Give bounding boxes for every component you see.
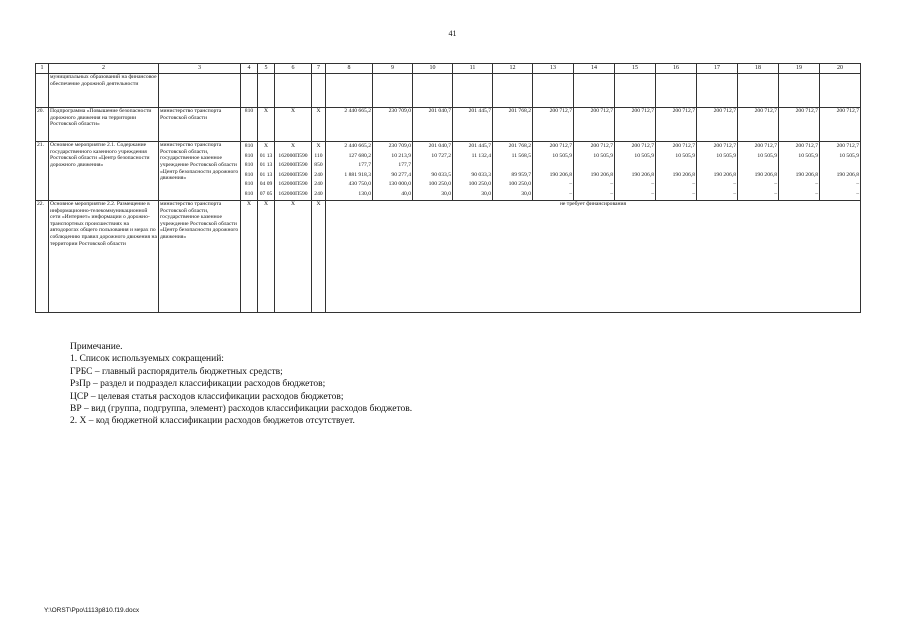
cell-name: Основное мероприятие 2.1. Содержание государственного казенного учреждения Ростовской области «Центр безопасности дорожного движения» [49, 141, 159, 200]
cell-value: 200 712,7 [615, 107, 656, 141]
cell-vr: X [312, 107, 326, 141]
cell-line [821, 161, 859, 171]
cell-line: 11 568,5 [511, 152, 531, 159]
header-cell: 13 [533, 64, 574, 74]
table-row [36, 141, 861, 200]
cell-line: 130,0 [358, 190, 371, 197]
cell-line: – [651, 190, 654, 197]
cell-line: 230 709,0 [388, 143, 411, 150]
cell-line: 190 206,8 [836, 171, 859, 178]
cell-value [574, 141, 615, 200]
cell-line: 810 [244, 143, 254, 150]
cell-line: 30,0 [481, 190, 491, 197]
cell-line: 01 13 [259, 152, 273, 159]
cell-line: X [316, 143, 321, 150]
cell-rzpr: X [258, 200, 275, 312]
note-line: РзПр – раздел и подраздел классификации расходов бюджетов; [70, 379, 326, 390]
cell-line: 10 505,9 [552, 152, 572, 159]
cell-line: 240 [314, 190, 323, 197]
cell-vr: X [312, 200, 326, 312]
cell-line: 90 033,3 [471, 171, 491, 178]
cell-line: 430 750,0 [348, 181, 371, 188]
cell-csr: X [275, 107, 312, 141]
cell-line: 90 277,4 [391, 171, 411, 178]
notes-title: Примечание. [70, 342, 123, 352]
header-cell: 20 [820, 64, 861, 74]
cell-value [493, 141, 533, 200]
cell-value [533, 73, 574, 107]
page-number: 41 [448, 29, 457, 38]
cell-line: 190 206,8 [631, 171, 654, 178]
cell-line: – [774, 181, 777, 188]
note-line: 2. Х – код бюджетной классификации расходов бюджетов отсутствует. [70, 416, 355, 427]
cell-line: 200 712,7 [713, 143, 736, 150]
cell-line: 201 445,7 [468, 143, 491, 150]
cell-value [615, 141, 656, 200]
cell-line: – [856, 181, 859, 188]
cell-value: 2 440 665,2 [326, 107, 373, 141]
cell-line: – [651, 181, 654, 188]
cell-exec: министерство транспорта Ростовской области, государственное казенное учреждение Ростовской области «Центр безопасности дорожного движения» [159, 141, 241, 200]
cell-line: 240 [314, 181, 323, 188]
cell-line: – [569, 190, 572, 197]
cell-no-funding-note: не требует финансирования [326, 200, 861, 312]
cell-rzpr: X [258, 107, 275, 141]
cell-line: – [733, 190, 736, 197]
cell-name: Подпрограмма «Повышение безопасности дорожного движения на территории Ростовской области» [49, 107, 159, 141]
cell-line: 100 250,0 [468, 181, 491, 188]
cell-line: 11 132,4 [471, 152, 491, 159]
header-cell: 17 [697, 64, 738, 74]
cell-code [241, 73, 258, 107]
cell-value [574, 73, 615, 107]
cell-line: 10 505,9 [839, 152, 859, 159]
cell-line: 200 712,7 [795, 143, 818, 150]
table-row [36, 200, 861, 312]
cell-name: Основное мероприятие 2.2. Размещение в информационно-телекоммуникационной сети «Интернет» информации о дорожно-транспортных происшествиях на автодорогах общего пользования и мерах по соблюдению правил дорожного движения на территории Ростовской области [49, 200, 159, 312]
cell-line: 177,7 [398, 162, 411, 169]
cell-line: 190 206,8 [795, 171, 818, 178]
note-line: ЦСР – целевая статья расходов классификации расходов бюджетов; [70, 391, 344, 402]
cell-line: – [856, 190, 859, 197]
cell-line: 200 712,7 [590, 143, 613, 150]
cell-code [275, 73, 312, 107]
cell-num [36, 73, 49, 107]
cell-line: – [815, 190, 818, 197]
cell-value [779, 141, 820, 200]
cell-value: 200 712,7 [533, 107, 574, 141]
cell-line: 201 040,7 [428, 143, 451, 150]
cell-value [373, 141, 413, 200]
header-cell: 11 [453, 64, 493, 74]
header-cell: 1 [36, 64, 49, 74]
cell-line: 162000П590 [278, 162, 308, 169]
cell-value [413, 141, 453, 200]
cell-line: 10 505,9 [798, 152, 818, 159]
cell-line: 810 [244, 190, 254, 197]
header-cell: 15 [615, 64, 656, 74]
cell-line: 162000П590 [278, 181, 308, 188]
cell-line: 190 206,8 [713, 171, 736, 178]
cell-line: 2 440 665,2 [344, 143, 371, 150]
cell-line [698, 161, 736, 171]
cell-line: 130 000,0 [388, 181, 411, 188]
cell-line: 850 [314, 162, 323, 169]
cell-line: 810 [244, 152, 254, 159]
file-path-footer: Y:\ORST\Ppo\1113p810.f19.docx [44, 607, 140, 614]
cell-value: 200 712,7 [738, 107, 779, 141]
cell-line: – [610, 181, 613, 188]
cell-exec [159, 73, 241, 107]
header-row [36, 64, 861, 74]
cell-line [616, 161, 654, 171]
header-cell: 4 [241, 64, 258, 74]
cell-line: 810 [244, 181, 254, 188]
budget-table [35, 63, 861, 313]
cell-value [373, 73, 413, 107]
table-row [36, 107, 861, 141]
cell-exec: министерство транспорта Ростовской области, государственное казенное учреждение Ростовской области «Центр безопасности дорожного движения» [159, 200, 241, 312]
cell-num: 20. [36, 107, 49, 141]
cell-value [820, 141, 861, 200]
cell-grbs: X [241, 200, 258, 312]
cell-value: 200 712,7 [656, 107, 697, 141]
cell-line: 40,0 [401, 190, 411, 197]
cell-vr [312, 141, 326, 200]
cell-line: 110 [314, 152, 323, 159]
cell-value: 201 768,2 [493, 107, 533, 141]
cell-line: 30,0 [521, 190, 531, 197]
cell-line: 1 881 918,3 [344, 171, 371, 178]
header-cell: 3 [159, 64, 241, 74]
cell-value [738, 141, 779, 200]
cell-value [697, 141, 738, 200]
cell-line: 100 250,0 [508, 181, 531, 188]
header-cell: 7 [312, 64, 326, 74]
cell-line: 200 712,7 [549, 143, 572, 150]
cell-value [697, 73, 738, 107]
cell-line: 04 09 [259, 181, 273, 188]
cell-line: 162000П590 [278, 190, 308, 197]
header-cell: 6 [275, 64, 312, 74]
cell-line: 177,7 [358, 162, 371, 169]
cell-code [258, 73, 275, 107]
cell-line: 200 712,7 [836, 143, 859, 150]
cell-line: 10 727,2 [431, 152, 451, 159]
cell-value [738, 73, 779, 107]
cell-value [326, 141, 373, 200]
cell-num: 21. [36, 141, 49, 200]
cell-value: 200 712,7 [820, 107, 861, 141]
cell-grbs: 810 [241, 107, 258, 141]
table-row [36, 73, 861, 107]
cell-line: 190 206,8 [672, 171, 695, 178]
cell-line: 90 033,5 [431, 171, 451, 178]
cell-value: 201 040,7 [413, 107, 453, 141]
cell-line: 10 505,9 [757, 152, 777, 159]
cell-line: X [290, 143, 296, 150]
note-line: 1. Список используемых сокращений: [70, 354, 224, 365]
cell-line [534, 161, 572, 171]
header-cell: 14 [574, 64, 615, 74]
cell-value [326, 73, 373, 107]
cell-line: 162000П590 [278, 152, 308, 159]
cell-line [780, 161, 818, 171]
cell-line: 07 05 [259, 190, 273, 197]
cell-line: 89 959,7 [511, 171, 531, 178]
cell-line [657, 161, 695, 171]
cell-exec: министерство транспорта Ростовской области [159, 107, 241, 141]
cell-line: – [610, 190, 613, 197]
cell-line: – [733, 181, 736, 188]
cell-csr [275, 141, 312, 200]
cell-line: 127 680,2 [348, 152, 371, 159]
cell-line: 100 250,0 [428, 181, 451, 188]
cell-line: 200 712,7 [672, 143, 695, 150]
header-cell: 2 [49, 64, 159, 74]
cell-value [656, 141, 697, 200]
cell-line: 10 505,9 [593, 152, 613, 159]
cell-value [493, 73, 533, 107]
cell-line: – [815, 181, 818, 188]
header-cell: 12 [493, 64, 533, 74]
cell-value [615, 73, 656, 107]
cell-line: 10 505,9 [634, 152, 654, 159]
cell-value: 200 712,7 [697, 107, 738, 141]
header-cell: 19 [779, 64, 820, 74]
cell-value [413, 73, 453, 107]
cell-line: 10 505,9 [716, 152, 736, 159]
cell-value [820, 73, 861, 107]
cell-value [533, 141, 574, 200]
cell-line: 01 13 [259, 171, 273, 178]
cell-line: 240 [314, 171, 323, 178]
cell-name: муниципальных образований на финансовое обеспечение дорожной деятельности [49, 73, 159, 107]
cell-line [454, 161, 491, 171]
cell-value [779, 73, 820, 107]
cell-line: 201 768,2 [508, 143, 531, 150]
cell-line: 30,0 [441, 190, 451, 197]
cell-line: 200 712,7 [631, 143, 654, 150]
cell-code [312, 73, 326, 107]
cell-rzpr [258, 141, 275, 200]
cell-line: 190 206,8 [549, 171, 572, 178]
cell-line: – [692, 190, 695, 197]
cell-line: 810 [244, 162, 254, 169]
cell-line: X [263, 143, 269, 150]
header-cell: 8 [326, 64, 373, 74]
cell-line: 200 712,7 [754, 143, 777, 150]
notes-block [70, 341, 412, 428]
header-cell: 16 [656, 64, 697, 74]
cell-line [575, 161, 613, 171]
cell-line: 162000П590 [278, 171, 308, 178]
note-line: ВР – вид (группа, подгруппа, элемент) расходов классификации расходов бюджетов. [70, 404, 413, 415]
header-cell: 18 [738, 64, 779, 74]
cell-value: 200 712,7 [779, 107, 820, 141]
note-line: ГРБС – главный распорядитель бюджетных средств; [70, 366, 283, 377]
header-cell: 10 [413, 64, 453, 74]
cell-line [739, 161, 777, 171]
header-cell: 5 [258, 64, 275, 74]
cell-line: – [692, 181, 695, 188]
header-cell: 9 [373, 64, 413, 74]
cell-value [453, 141, 493, 200]
cell-line [414, 161, 451, 171]
cell-value: 201 445,7 [453, 107, 493, 141]
cell-line: 190 206,8 [754, 171, 777, 178]
cell-line: – [569, 181, 572, 188]
cell-line: – [774, 190, 777, 197]
cell-num: 22. [36, 200, 49, 312]
cell-value: 230 709,0 [373, 107, 413, 141]
cell-line: 10 505,9 [675, 152, 695, 159]
cell-line: 10 213,9 [391, 152, 411, 159]
cell-line: 810 [244, 171, 254, 178]
cell-value [656, 73, 697, 107]
cell-csr: X [275, 200, 312, 312]
cell-grbs [241, 141, 258, 200]
cell-value: 200 712,7 [574, 107, 615, 141]
cell-line [494, 161, 531, 171]
cell-line: 190 206,8 [590, 171, 613, 178]
cell-line: 01 13 [259, 162, 273, 169]
cell-value [453, 73, 493, 107]
